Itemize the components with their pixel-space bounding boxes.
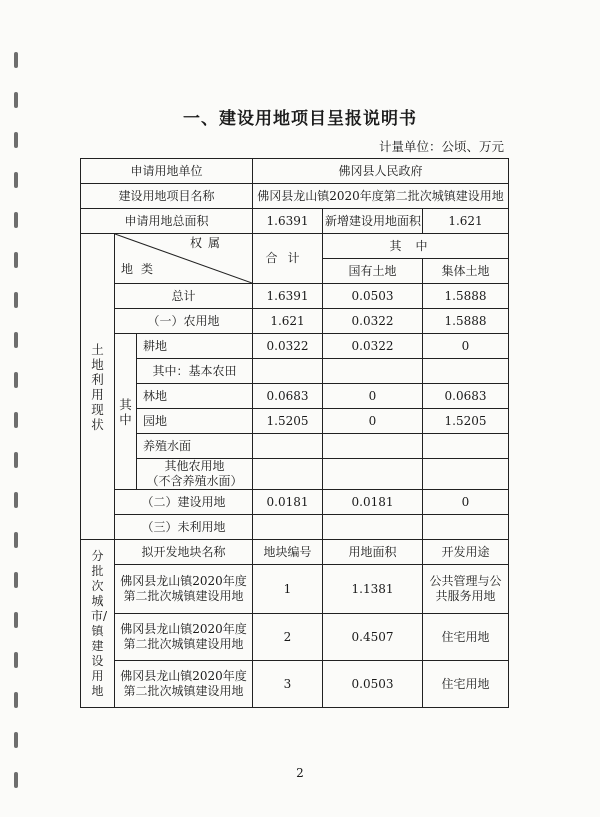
table-row <box>81 540 509 565</box>
binding-hole <box>14 372 18 388</box>
sub-row-state <box>323 434 423 459</box>
parcel-no: 2 <box>253 614 323 661</box>
construction-row-state: 0.0181 <box>323 490 423 515</box>
header-of-which: 其中 <box>323 234 509 259</box>
header-state: 国有土地 <box>323 259 423 284</box>
total-row-collective: 1.5888 <box>423 284 509 309</box>
table-row <box>81 490 509 515</box>
farmland-row-total: 1.621 <box>253 309 323 334</box>
construction-row-label: （二）建设用地 <box>115 490 253 515</box>
table-row <box>81 515 509 540</box>
binding-hole <box>14 252 18 268</box>
table-row <box>81 334 509 359</box>
batch-side-label: 分批次城市/镇建设用地 <box>81 540 115 708</box>
total-row-total: 1.6391 <box>253 284 323 309</box>
table-row <box>81 284 509 309</box>
table-row <box>81 159 509 184</box>
sub-row-state: 0.0322 <box>323 334 423 359</box>
construction-row-collective: 0 <box>423 490 509 515</box>
other-farmland-state <box>323 459 423 490</box>
batch-header-area: 用地面积 <box>323 540 423 565</box>
table-row <box>81 661 509 708</box>
table-row <box>81 614 509 661</box>
table-row <box>81 309 509 334</box>
page-title: 一、建设用地项目呈报说明书 <box>183 109 417 129</box>
parcel-area: 0.4507 <box>323 614 423 661</box>
header-class: 地类 <box>121 262 162 276</box>
diagonal-header-cell <box>115 234 253 284</box>
total-area-label: 申请用地总面积 <box>81 209 253 234</box>
total-area-value: 1.6391 <box>253 209 323 234</box>
sub-row-collective: 1.5205 <box>423 409 509 434</box>
parcel-area: 0.0503 <box>323 661 423 708</box>
table-row <box>81 384 509 409</box>
sub-row-state: 0 <box>323 384 423 409</box>
batch-header-use: 开发用途 <box>423 540 509 565</box>
header-collective: 集体土地 <box>423 259 509 284</box>
sub-row-label: 耕地 <box>137 334 253 359</box>
farmland-row-label: （一）农用地 <box>115 309 253 334</box>
parcel-name: 佛冈县龙山镇2020年度 第二批次城镇建设用地 <box>115 661 253 708</box>
sub-row-state <box>323 359 423 384</box>
binding-hole <box>14 492 18 508</box>
binding-hole <box>14 572 18 588</box>
land-status-side-label: 土 地 利 用 现 状 <box>81 234 115 540</box>
sub-row-collective <box>423 359 509 384</box>
table-row <box>81 209 509 234</box>
sub-row-label: 园地 <box>137 409 253 434</box>
sub-row-label: 其中：基本农田 <box>137 359 253 384</box>
applicant-label: 申请用地单位 <box>81 159 253 184</box>
project-label: 建设用地项目名称 <box>81 184 253 209</box>
binding-hole <box>14 652 18 668</box>
binding-hole <box>14 172 18 188</box>
table-row <box>81 234 509 259</box>
binding-hole <box>14 452 18 468</box>
new-area-label: 新增建设用地面积 <box>323 209 423 234</box>
binding-hole <box>14 292 18 308</box>
farmland-row-collective: 1.5888 <box>423 309 509 334</box>
table-row <box>81 184 509 209</box>
binding-hole <box>14 52 18 68</box>
total-row-state: 0.0503 <box>323 284 423 309</box>
table-row <box>81 459 509 490</box>
sub-row-total <box>253 359 323 384</box>
parcel-no: 1 <box>253 565 323 614</box>
sub-row-collective: 0 <box>423 334 509 359</box>
parcel-area: 1.1381 <box>323 565 423 614</box>
table-row <box>81 359 509 384</box>
binding-hole <box>14 332 18 348</box>
applicant-value: 佛冈县人民政府 <box>253 159 509 184</box>
total-row-label: 总计 <box>115 284 253 309</box>
unused-row-total <box>253 515 323 540</box>
sub-row-total: 0.0683 <box>253 384 323 409</box>
header-owner: 权属 <box>189 236 226 250</box>
binding-hole <box>14 132 18 148</box>
unused-row-collective <box>423 515 509 540</box>
binding-hole <box>14 612 18 628</box>
header-total: 合计 <box>253 234 323 284</box>
unused-row-label: （三）未利用地 <box>115 515 253 540</box>
project-value: 佛冈县龙山镇2020年度第二批次城镇建设用地 <box>253 184 509 209</box>
sub-row-total <box>253 434 323 459</box>
binding-hole <box>14 212 18 228</box>
parcel-use: 住宅用地 <box>423 614 509 661</box>
parcel-no: 3 <box>253 661 323 708</box>
sub-row-label: 养殖水面 <box>137 434 253 459</box>
other-farmland-collective <box>423 459 509 490</box>
parcel-name: 佛冈县龙山镇2020年度 第二批次城镇建设用地 <box>115 614 253 661</box>
other-farmland-label: 其他农用地 （不含养殖水面） <box>137 459 253 490</box>
table-row <box>81 409 509 434</box>
binding-hole <box>14 732 18 748</box>
batch-header-no: 地块编号 <box>253 540 323 565</box>
unit-note: 计量单位：公顷、万元 <box>378 139 504 154</box>
of-which-label: 其 中 <box>115 334 137 490</box>
sub-row-collective: 0.0683 <box>423 384 509 409</box>
parcel-name: 佛冈县龙山镇2020年度 第二批次城镇建设用地 <box>115 565 253 614</box>
other-farmland-total <box>253 459 323 490</box>
unused-row-state <box>323 515 423 540</box>
sub-row-collective <box>423 434 509 459</box>
table-row <box>81 434 509 459</box>
binding-hole <box>14 692 18 708</box>
page-number: 2 <box>296 766 304 780</box>
sub-row-state: 0 <box>323 409 423 434</box>
batch-header-name: 拟开发地块名称 <box>115 540 253 565</box>
parcel-use: 公共管理与公 共服务用地 <box>423 565 509 614</box>
parcel-use: 住宅用地 <box>423 661 509 708</box>
farmland-row-state: 0.0322 <box>323 309 423 334</box>
new-area-value: 1.621 <box>423 209 509 234</box>
binding-hole <box>14 532 18 548</box>
binding-hole <box>14 412 18 428</box>
construction-row-total: 0.0181 <box>253 490 323 515</box>
sub-row-total: 1.5205 <box>253 409 323 434</box>
sub-row-label: 林地 <box>137 384 253 409</box>
project-table <box>80 158 509 708</box>
table-row <box>81 565 509 614</box>
sub-row-total: 0.0322 <box>253 334 323 359</box>
